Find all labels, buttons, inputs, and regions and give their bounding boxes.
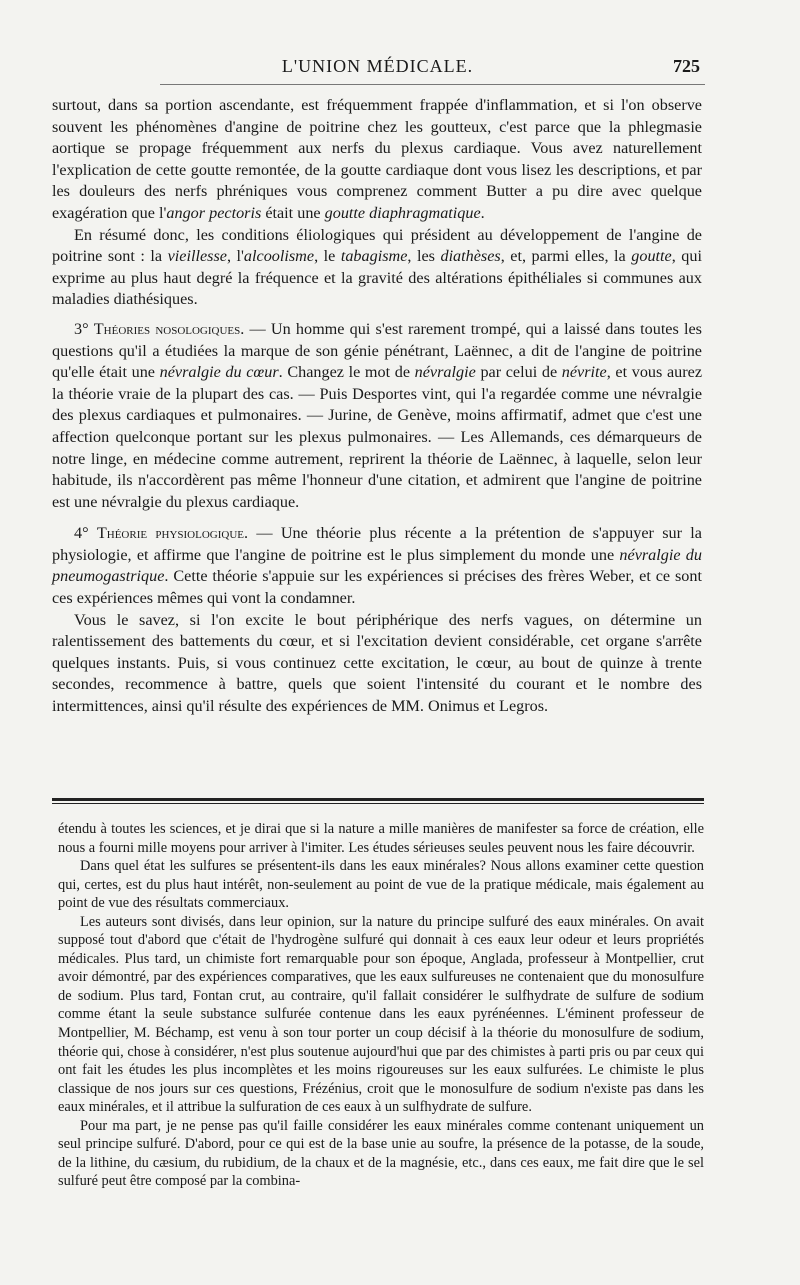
running-header (55, 52, 700, 82)
paragraph-theorie-physiologique (52, 523, 702, 609)
feuilleton-paragraph: Pour ma part, je ne pense pas qu'il faille considérer les eaux minérales comme contenant uniquement un seul principe sulfuré. D'abord, pour ce qui est de la base unie au soufre, la présence de la potasse, de la soude, de la lithine, du cæsium, du rubidium, de la chaux et de la magnésie, etc., dans ces eaux, me fait dire que le sel sulfuré peut être composé par la combina- (58, 1117, 704, 1190)
text-run: , les (407, 247, 441, 266)
italic-run: tabagisme (340, 247, 408, 266)
section-number: 4° (74, 524, 97, 543)
text-run: . Cette théorie s'appuie sur les expériences si précises des frères Weber, et ce sont ces expériences mêmes qui vont la condamner. (52, 567, 702, 608)
text-run: , le (314, 247, 341, 266)
text-run: . (480, 203, 485, 222)
feuilleton-paragraph: étendu à toutes les sciences, et je dirai que si la nature a mille manières de manifester sa force de création, elle nous a fourni mille moyens pour arriver à l'imiter. Les études sérieuses seules peuvent nous les faire découvrir. (58, 821, 704, 856)
italic-run: vieillesse (167, 247, 227, 266)
section-number: 3° (74, 319, 94, 338)
italic-run: alcoolisme (243, 247, 315, 266)
italic-run: angor pectoris (166, 203, 262, 222)
italic-run: goutte diaphragmatique (324, 203, 481, 222)
feuilleton-text (58, 820, 704, 1191)
italic-run: goutte (631, 247, 672, 266)
text-run: — Une théorie plus récente a la prétention de s'appuyer sur la physiologie, et affirme que l'angine de poitrine est le plus simplement du monde une (52, 524, 702, 564)
text-run: surtout, dans sa portion ascendante, est fréquemment frappée d'inflammation, et si l'on observe souvent les phénomènes d'angine de poitrine chez les goutteux, c'est parce que la phlegmasie aortique se propage fréquemment aux nerfs du plexus cardiaque. Vous avez naturellement l'explication de cette goutte remontée, de la goutte cardiaque dont vous lisez les descriptions, et par les douleurs des nerfs phréniques vous comprenez comment Butter a pu dire avec quelque exagération que l' (52, 96, 702, 222)
paragraph-theories-nosologiques (52, 319, 702, 513)
text-run: par celui de (475, 363, 562, 382)
text-run: , qui exprime au plus haut degré la fréquence et la gravité des altérations épithéliales si communes aux maladies diathésiques. (52, 247, 702, 309)
text-run: , et vous aurez la théorie vraie de la plupart des cas. — Puis Desportes vint, qui l'a regardée comme une névralgie des plexus cardiaques et pulmonaires. — Jurine, de Genève, moins affirmatif, admet que c'est une affection quelconque portant sur les plexus pulmonaires. — Les Allemands, ces démarqueurs de notre linge, en médecine comme autrement, reprirent la théorie de Laënnec, à laquelle, selon leur habitude, ils n'accordèrent pas même l'honneur d'une citation, et admirent que l'angine de poitrine est une névralgie du plexus cardiaque. (52, 363, 703, 511)
header-rule (160, 84, 705, 85)
italic-run: diathèses (440, 247, 501, 266)
italic-run: névralgie du pneumogastrique (52, 545, 702, 586)
feuilleton-paragraph: Dans quel état les sulfures se présentent-ils dans les eaux minérales? Nous allons examiner cette question qui, certes, est du plus haut intérêt, non-seulement au point de vue de la pratique médicale, mais également au point de vue des résultats commerciaux. (58, 858, 704, 912)
section-heading: Théories nosologiques. (93, 319, 245, 338)
section-heading: Théorie physiologique. (96, 524, 249, 543)
text-run: En résumé donc, les conditions éliologiques qui président au développement de l'angine de poitrine sont : la (52, 225, 702, 266)
italic-run: névrite (561, 363, 607, 382)
paragraph-goutte-cardiaque (52, 95, 702, 225)
italic-run: névralgie du cœur (159, 363, 279, 382)
paragraph-resume-etiologie (52, 225, 702, 311)
main-text (52, 95, 702, 718)
paragraph-nerfs-vagues: Vous le savez, si l'on excite le bout périphérique des nerfs vagues, on détermine un ralentissement des battements du cœur, et si l'excitation devient considérable, cet organe s'arrête quelques instants. Puis, si vous continuez cette excitation, le cœur, au bout de quinze à trente secondes, recommence à battre, quels que soient l'intensité du courant et le nombre des intermittences, ainsi qu'il résulte des expériences de MM. Onimus et Legros. (52, 610, 702, 716)
feuilleton-paragraph: Les auteurs sont divisés, dans leur opinion, sur la nature du principe sulfuré des eaux minérales. On avait supposé tout d'abord que c'était de l'hydrogène sulfuré qui donnait à ces eaux leur odeur et leurs propriétés médicales. Plus tard, un chimiste fort remarquable pour son époque, Anglada, professeur à Montpellier, crut avoir démontré, par des expériences comparatives, que les eaux sulfureuses ne contenaient que du monosulfure de sodium. Plus tard, Fontan crut, au contraire, qu'il fallait considérer le sulfhydrate de sulfure de sodium comme étant la seule substance sulfurée contenue dans les eaux pyrénéennes. L'éminent professeur de Montpellier, M. Béchamp, est venu à son tour porter un coup décisif à la théorie du monosulfure de sodium, théorie qui, chose à considérer, n'est plus soutenue aujourd'hui que par des chimistes à parti pris ou par ceux qui ont fait les études les plus incomplètes et les moins rigoureuses sur les eaux sulfurées. Le chimiste le plus classique de nos jours sur ces questions, Frézénius, croit que le monosulfure de sodium n'existe pas dans les eaux minérales, et il attribue la sulfuration de ces eaux à un sulfhydrate de sulfure. (58, 913, 704, 1116)
italic-run: névralgie (414, 363, 476, 382)
journal-title: L'UNION MÉDICALE. (281, 56, 474, 76)
text-run: était une (261, 203, 325, 222)
page-number: 725 (673, 56, 700, 76)
text-run: , l' (226, 247, 244, 266)
text-run: . Changez le mot de (278, 363, 415, 382)
text-run: , et, parmi elles, la (500, 247, 632, 266)
text-run: — Un homme qui s'est rarement trompé, qui a laissé dans toutes les questions qu'il a étudiées la marque de son génie pénétrant, Laënnec, a dit de l'angine de poitrine qu'elle était une (52, 319, 702, 382)
feuilleton-separator (52, 798, 704, 804)
